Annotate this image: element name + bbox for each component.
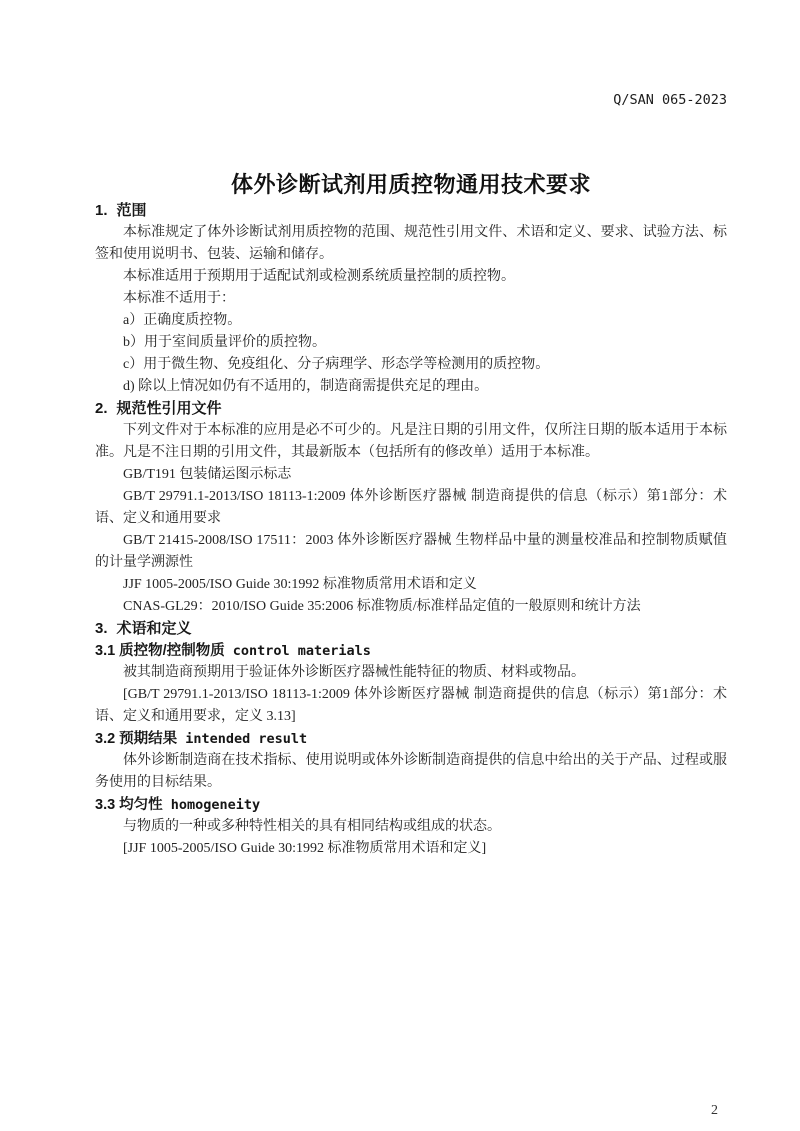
page-number: 2 xyxy=(711,1103,718,1118)
scope-exclusion-item-c: c）用于微生物、免疫组化、分子病理学、形态学等检测用的质控物。 xyxy=(123,357,550,372)
term-3-2-definition: 体外诊断制造商在技术指标、使用说明或体外诊断制造商提供的信息中给出的关于产品、过程或服务使用的目标结果。 xyxy=(95,753,727,790)
term-3-3-en-label: homogeneity xyxy=(170,797,261,813)
term-homogeneity xyxy=(95,794,727,860)
section-terms-definitions xyxy=(95,618,727,860)
reference-item-3: GB/T 21415-2008/ISO 17511：2003 体外诊断医疗器械 生物样品中量的测量校准品和控制物质赋值的计量学溯源性 xyxy=(95,533,727,570)
section-3-heading xyxy=(95,618,727,640)
section-3-title: 术语和定义 xyxy=(116,620,192,637)
reference-item-4: JJF 1005-2005/ISO Guide 30:1992 标准物质常用术语和定义 xyxy=(123,577,477,592)
term-3-3-source: [JJF 1005-2005/ISO Guide 30:1992 标准物质常用术语和定义] xyxy=(123,841,487,856)
section-1-number: 1. xyxy=(95,202,108,219)
term-intended-result xyxy=(95,728,727,794)
term-3-3-definition: 与物质的一种或多种特性相关的具有相同结构或组成的状态。 xyxy=(123,819,501,834)
term-3-3-heading xyxy=(95,794,727,816)
term-3-1-zh-label: 3.1 质控物/控制物质 xyxy=(95,643,225,659)
term-3-2-en-label: intended result xyxy=(185,731,308,747)
section-normative-references xyxy=(95,398,727,618)
reference-item-1: GB/T191 包装储运图示标志 xyxy=(123,467,292,482)
term-3-1-definition: 被其制造商预期用于验证体外诊断医疗器械性能特征的物质、材料或物品。 xyxy=(123,665,585,680)
section-3-number: 3. xyxy=(95,620,108,637)
term-3-2-zh-label: 3.2 预期结果 xyxy=(95,731,178,747)
references-intro-paragraph: 下列文件对于本标准的应用是必不可少的。凡是注日期的引用文件，仅所注日期的版本适用于本标准。凡是不注日期的引用文件，其最新版本（包括所有的修改单）适用于本标准。 xyxy=(95,423,727,460)
document-title: 体外诊断试剂用质控物通用技术要求 xyxy=(230,172,591,197)
term-3-2-heading xyxy=(95,728,727,750)
reference-item-5: CNAS-GL29：2010/ISO Guide 35:2006 标准物质/标准样品定值的一般原则和统计方法 xyxy=(123,599,641,614)
scope-exclusion-item-b: b）用于室间质量评价的质控物。 xyxy=(123,335,326,350)
term-3-1-source: [GB/T 29791.1-2013/ISO 18113-1:2009 体外诊断医疗器械 制造商提供的信息（标示）第1部分：术语、定义和通用要求，定义 3.13] xyxy=(95,687,727,724)
section-1-heading xyxy=(95,200,727,222)
scope-paragraph-1: 本标准规定了体外诊断试剂用质控物的范围、规范性引用文件、术语和定义、要求、试验方法、标签和使用说明书、包装、运输和储存。 xyxy=(95,225,727,262)
scope-paragraph-2: 本标准适用于预期用于适配试剂或检测系统质量控制的质控物。 xyxy=(123,269,515,284)
term-3-1-heading xyxy=(95,640,727,662)
scope-paragraph-3: 本标准不适用于： xyxy=(123,291,235,306)
section-2-title: 规范性引用文件 xyxy=(116,400,222,417)
section-scope xyxy=(95,200,727,398)
term-3-1-en-label: control materials xyxy=(232,643,371,659)
reference-item-2: GB/T 29791.1-2013/ISO 18113-1:2009 体外诊断医疗器械 制造商提供的信息（标示）第1部分：术语、定义和通用要求 xyxy=(95,489,727,526)
section-1-title: 范围 xyxy=(116,202,147,219)
scope-exclusion-item-d: d) 除以上情况如仍有不适用的，制造商需提供充足的理由。 xyxy=(123,379,489,394)
section-2-number: 2. xyxy=(95,400,108,417)
section-2-heading xyxy=(95,398,727,420)
term-3-3-zh-label: 3.3 均匀性 xyxy=(95,797,163,813)
scope-exclusion-item-a: a）正确度质控物。 xyxy=(123,313,242,328)
standard-number: Q/SAN 065-2023 xyxy=(613,92,727,108)
term-control-materials xyxy=(95,640,727,728)
